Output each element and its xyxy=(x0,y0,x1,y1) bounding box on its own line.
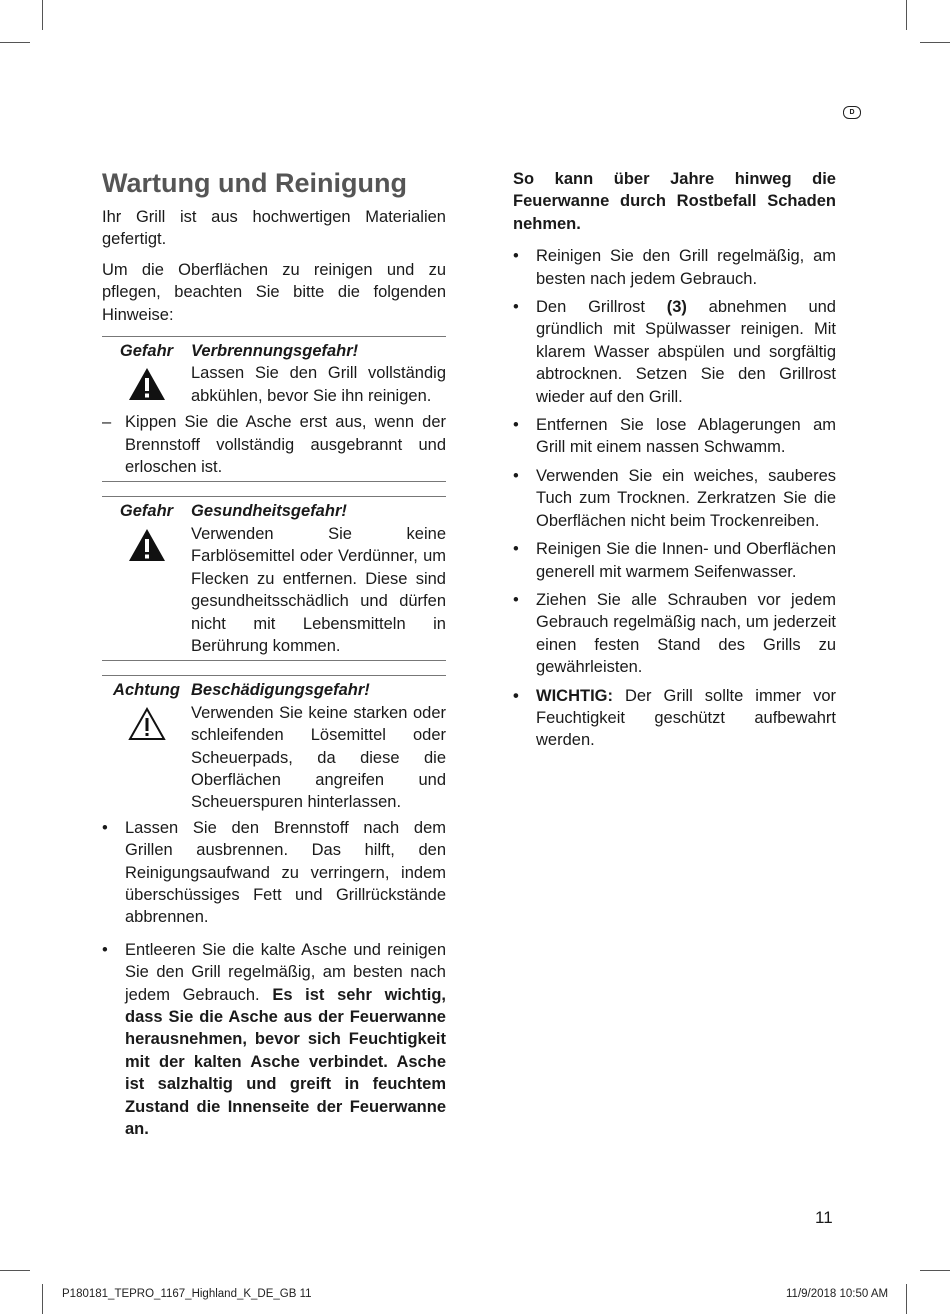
bullet-list-right xyxy=(513,245,836,752)
bullet-marker: • xyxy=(102,940,108,959)
plain-text: Der Grill sollte immer vor Feuchtigkeit geschützt aufbewahrt werden. xyxy=(536,686,836,750)
crop-mark xyxy=(920,1270,950,1271)
plain-text: abnehmen und gründlich mit Spülwasser reinigen. Mit klarem Wasser abspülen und sorgfältig abtrocknen. Setzen Sie den Grillrost wieder auf den Grill. xyxy=(536,298,836,406)
list-item-text xyxy=(125,939,446,1141)
bold-text: Es ist sehr wichtig, dass Sie die Asche aus der Feuerwanne herausnehmen, bevor sich Feuchtigkeit mit der kalten Asche verbindet. Asche ist salzhaltig und greift in feuchtem Zustand die Innenseite der Feuerwanne an. xyxy=(125,985,446,1139)
plain-text: Den Grillrost xyxy=(536,298,667,317)
warning-text: Verwenden Sie keine Farblösemittel oder Verdünner, um Flecken zu entfernen. Diese sind gesundheitsschädlich und dürfen nicht mit Lebensmitteln in Berührung kommen. xyxy=(191,524,446,655)
list-item xyxy=(102,939,446,1141)
dash-marker: – xyxy=(102,413,112,432)
warning-box-damage xyxy=(102,675,446,816)
list-item xyxy=(513,245,836,290)
right-column xyxy=(513,168,836,758)
crop-mark xyxy=(42,1284,43,1314)
crop-mark xyxy=(42,0,43,30)
crop-mark xyxy=(906,1284,907,1314)
footer-file-info: P180181_TEPRO_1167_Highland_K_DE_GB 11 xyxy=(62,1288,312,1300)
page-number: 11 xyxy=(815,1208,833,1227)
list-item xyxy=(513,296,836,408)
warning-level: Gefahr xyxy=(119,342,174,361)
list-item-text: Entfernen Sie lose Ablagerungen am Grill mit einem nassen Schwamm. xyxy=(536,416,836,457)
warning-text: Verwenden Sie keine starken oder schleifenden Lösemittel oder Scheuerpads, da diese die Oberflächen angreifen und Scheuerspuren hinterlassen. xyxy=(191,703,446,812)
bullet-marker: • xyxy=(513,466,519,485)
list-item-text: Reinigen Sie den Grill regelmäßig, am besten nach jedem Gebrauch. xyxy=(536,247,836,288)
list-item-text: Reinigen Sie die Innen- und Oberflächen generell mit warmem Seifenwasser. xyxy=(536,540,836,581)
warning-level: Achtung xyxy=(113,681,180,700)
warning-box-health xyxy=(102,496,446,661)
crop-mark xyxy=(0,1270,30,1271)
bullet-marker: • xyxy=(513,298,519,317)
warning-text: Lassen Sie den Grill vollständig abkühlen, bevor Sie ihn reinigen. xyxy=(191,364,446,405)
list-item-text: Ziehen Sie alle Schrauben vor jedem Gebrauch regelmäßig nach, um jederzeit einen festen Stand des Grills zu gewährleisten. xyxy=(536,590,836,677)
list-item xyxy=(513,414,836,459)
warning-triangle-icon xyxy=(127,527,167,563)
bullet-marker: • xyxy=(513,686,519,705)
crop-mark xyxy=(906,0,907,30)
intro-paragraph: Um die Oberflächen zu reinigen und zu pflegen, beachten Sie bitte die folgenden Hinweise: xyxy=(102,260,446,324)
list-item-text: Lassen Sie den Brennstoff nach dem Grillen ausbrennen. Das hilft, den Reinigungsaufwand zu verringern, indem überschüssiges Fett und Grillrückstände abbrennen. xyxy=(125,818,446,927)
lead-paragraph: So kann über Jahre hinweg die Feuerwanne durch Rostbefall Schaden nehmen. xyxy=(513,170,836,233)
important-label: WICHTIG: xyxy=(536,686,613,705)
warning-level: Gefahr xyxy=(119,502,174,521)
list-item xyxy=(102,817,446,929)
caution-triangle-icon xyxy=(127,706,167,742)
bullet-marker: • xyxy=(513,540,519,559)
language-badge: D xyxy=(843,106,861,119)
bullet-marker: • xyxy=(102,818,108,837)
warning-title: Verbrennungsgefahr! xyxy=(191,342,359,361)
crop-mark xyxy=(0,42,30,43)
list-item-text: Verwenden Sie ein weiches, sauberes Tuch zum Trocknen. Zerkratzen Sie die Oberflächen nicht beim Trockenreiben. xyxy=(536,466,836,530)
list-item-text xyxy=(536,685,836,752)
plain-text: Entleeren Sie die kalte Asche und reinigen Sie den Grill regelmäßig, am besten nach jedem Gebrauch. xyxy=(125,940,446,1004)
warning-title: Gesundheitsgefahr! xyxy=(191,502,347,521)
list-item xyxy=(513,589,836,679)
warning-box-burn xyxy=(102,336,446,482)
left-column xyxy=(102,166,446,1150)
list-item-text xyxy=(536,296,836,408)
warning-title: Beschädigungsgefahr! xyxy=(191,681,370,700)
section-title: Wartung und Reinigung xyxy=(102,168,407,198)
crop-mark xyxy=(920,42,950,43)
list-item xyxy=(513,685,836,752)
dash-item xyxy=(102,411,446,478)
list-item xyxy=(513,465,836,532)
bullet-marker: • xyxy=(513,416,519,435)
list-item xyxy=(513,538,836,583)
part-reference: (3) xyxy=(666,298,687,317)
dash-text: Kippen Sie die Asche erst aus, wenn der Brennstoff vollständig ausgebrannt und erloschen ist. xyxy=(125,413,446,477)
bullet-list-left xyxy=(102,817,446,1141)
warning-triangle-icon xyxy=(127,366,167,402)
bullet-marker: • xyxy=(513,247,519,266)
intro-paragraph: Ihr Grill ist aus hochwertigen Materialien gefertigt. xyxy=(102,208,446,249)
footer-timestamp: 11/9/2018 10:50 AM xyxy=(786,1288,889,1300)
bullet-marker: • xyxy=(513,590,519,609)
